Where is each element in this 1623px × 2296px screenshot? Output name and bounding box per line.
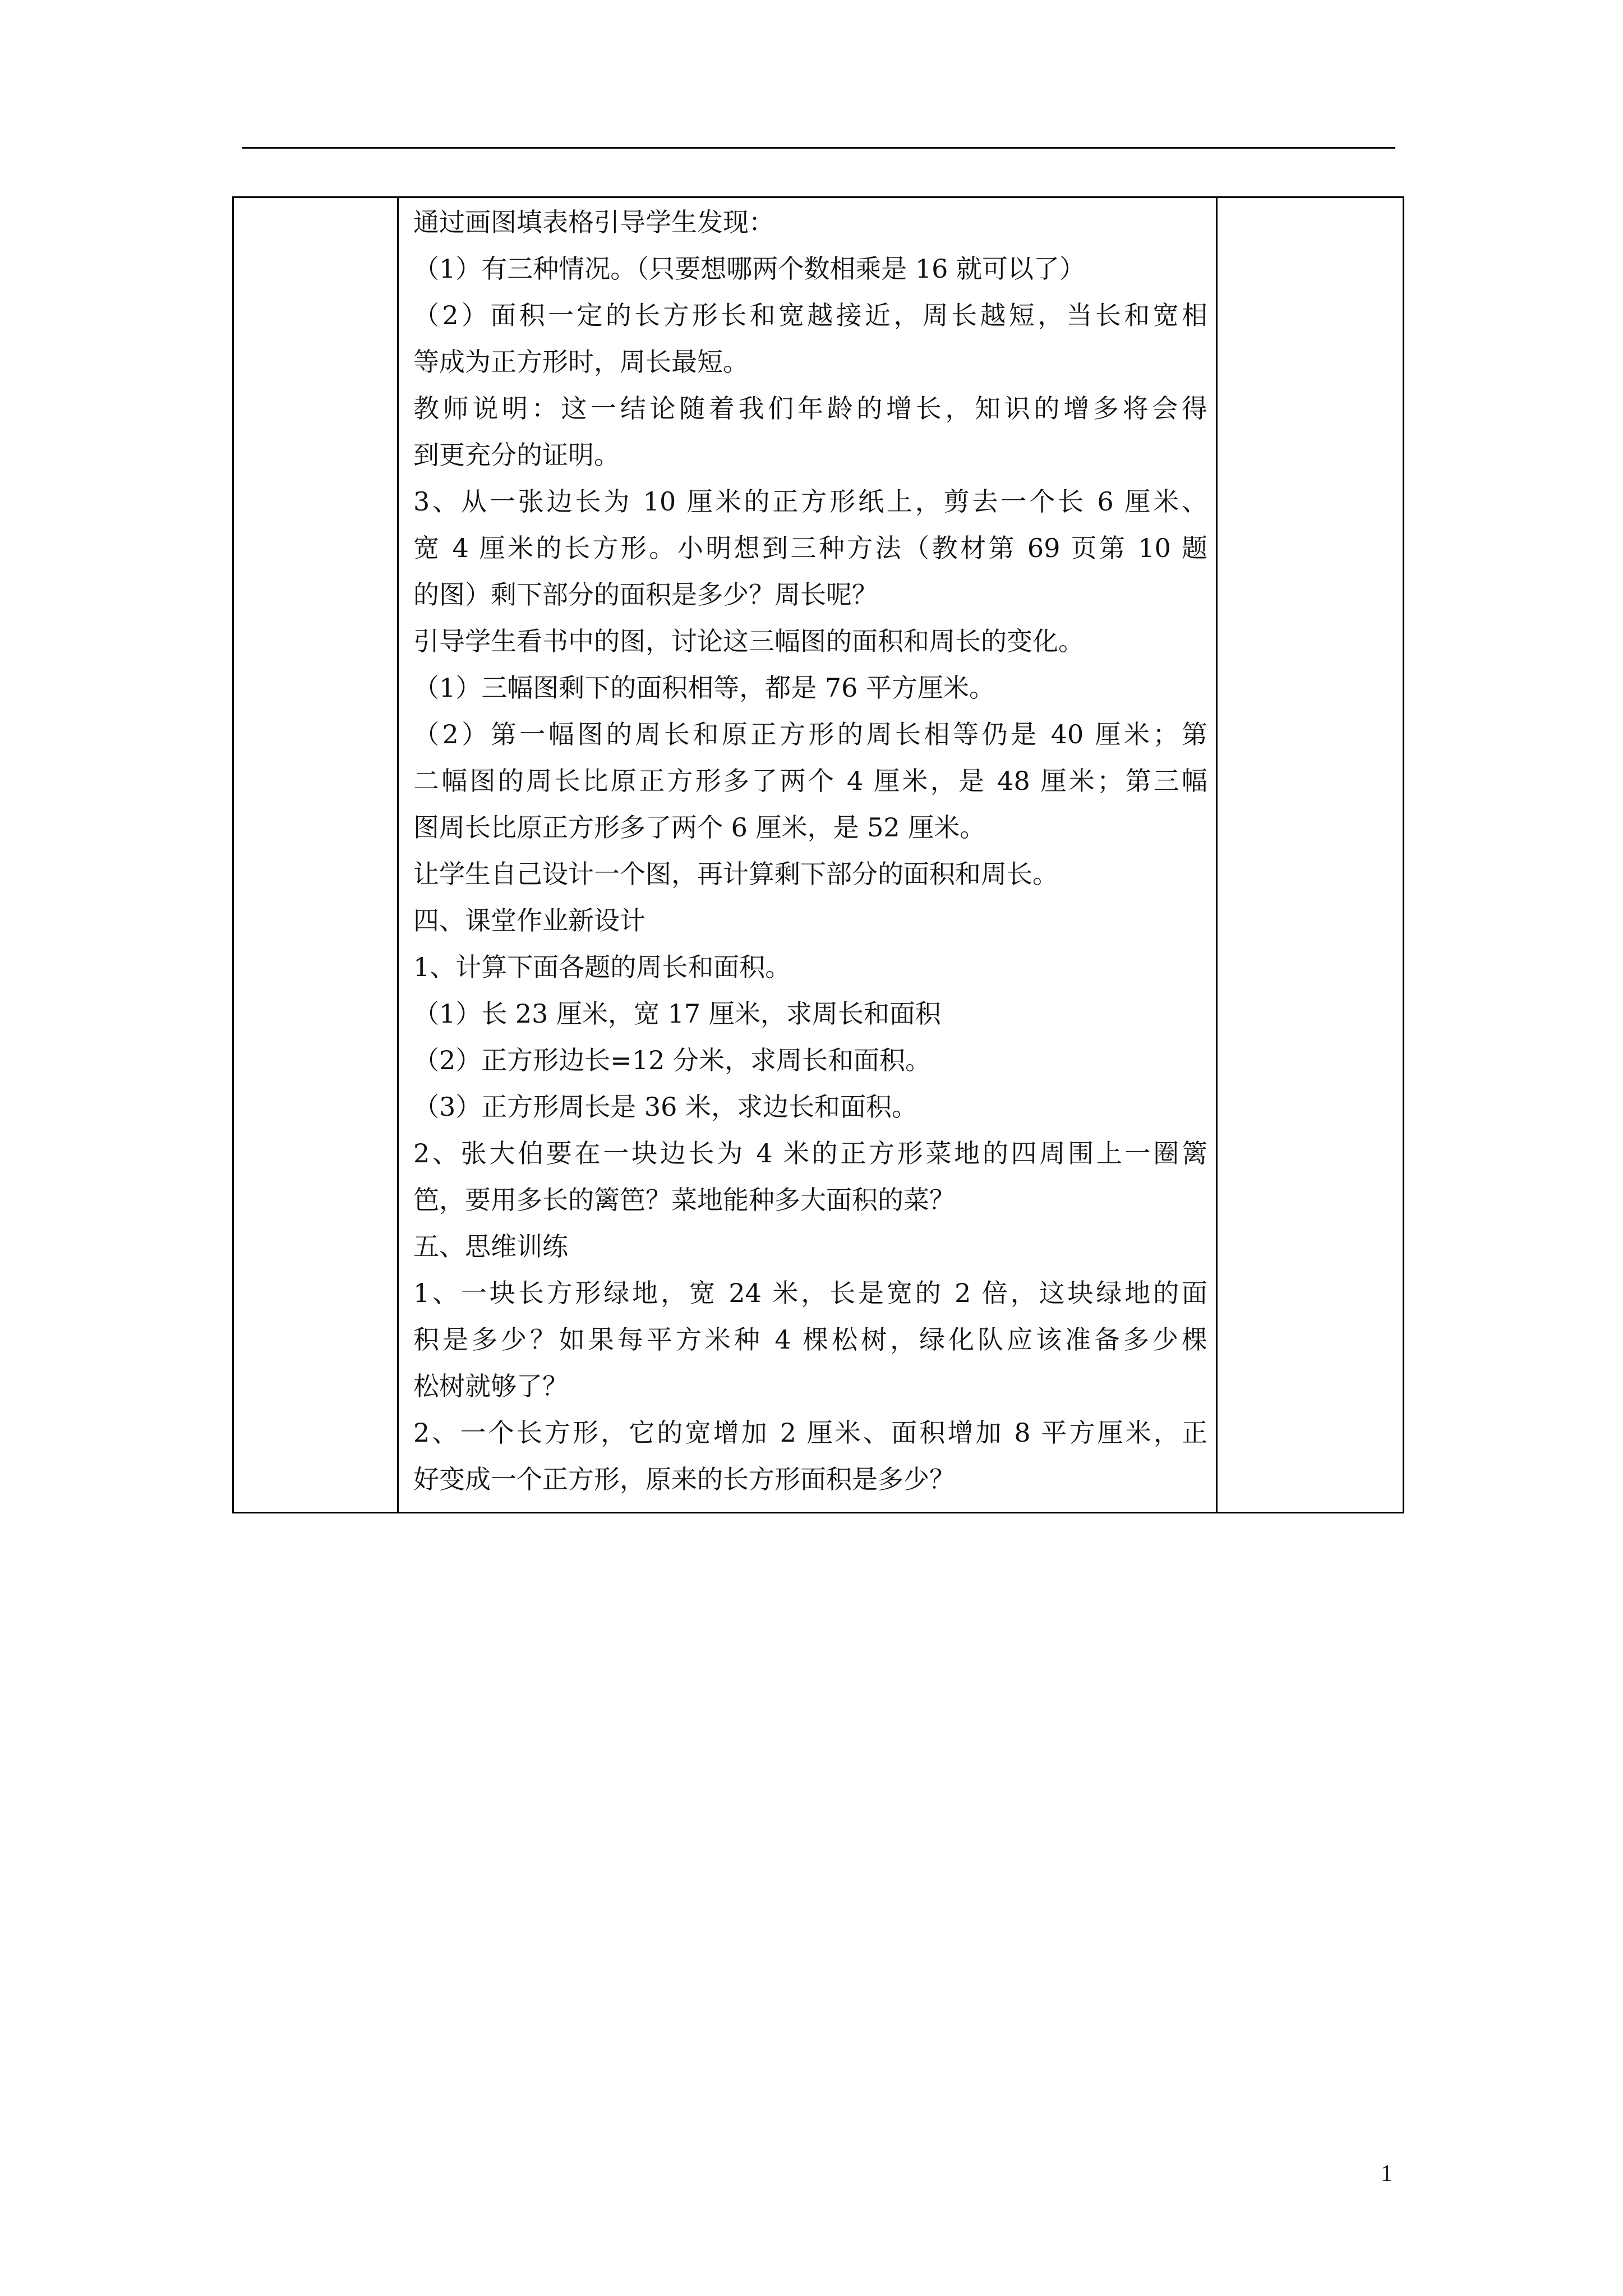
text-line: 1、一块长方形绿地，宽 24 米，长是宽的 2 倍，这块绿地的面 [413,1278,1207,1308]
text-line: （2）正方形边长=12 分米，求周长和面积。 [413,1045,931,1075]
text-line: 笆，要用多长的篱笆？菜地能种多大面积的菜？ [413,1185,955,1215]
text-line: 教师说明：这一结论随着我们年龄的增长，知识的增多将会得 [413,393,1207,424]
text-line: 通过画图填表格引导学生发现： [413,207,774,237]
text-line: （2）第一幅图的周长和原正方形的周长相等仍是 40 厘米；第 [413,719,1207,749]
text-line: 到更充分的证明。 [413,440,620,470]
text-line: 3、从一张边长为 10 厘米的正方形纸上，剪去一个长 6 厘米、 [413,486,1207,517]
text-line: 2、一个长方形，它的宽增加 2 厘米、面积增加 8 平方厘米，正 [413,1418,1207,1448]
text-line: 好变成一个正方形，原来的长方形面积是多少？ [413,1464,955,1494]
text-line: 图周长比原正方形多了两个 6 厘米，是 52 厘米。 [413,812,986,843]
text-line: 宽 4 厘米的长方形。小明想到三种方法（教材第 69 页第 10 题 [413,533,1207,563]
column-divider-right [1216,198,1218,1512]
text-line: 的图）剩下部分的面积是多少？周长呢？ [413,579,878,610]
text-line: 积是多少？如果每平方米种 4 棵松树，绿化队应该准备多少棵 [413,1324,1207,1355]
column-divider-left [397,198,399,1512]
text-line: （2）面积一定的长方形长和宽越接近，周长越短，当长和宽相 [413,300,1207,330]
section-heading: 四、课堂作业新设计 [413,905,645,936]
text-line: 等成为正方形时，周长最短。 [413,347,749,377]
text-line: 1、计算下面各题的周长和面积。 [413,952,791,982]
text-line: 松树就够了？ [413,1371,568,1401]
header-rule [242,147,1395,149]
text-line: 引导学生看书中的图，讨论这三幅图的面积和周长的变化。 [413,626,1084,656]
text-line: （1）长 23 厘米，宽 17 厘米，求周长和面积 [413,999,941,1029]
lesson-plan-table [232,196,1404,1513]
page-number: 1 [1381,2161,1393,2187]
teaching-content-cell [413,199,1207,1503]
section-heading: 五、思维训练 [413,1231,568,1262]
text-line: （3）正方形周长是 36 米，求边长和面积。 [413,1092,918,1122]
text-line: 让学生自己设计一个图，再计算剩下部分的面积和周长。 [413,859,1058,889]
text-line: （1）三幅图剩下的面积相等，都是 76 平方厘米。 [413,673,995,703]
text-line: （1）有三种情况。（只要想哪两个数相乘是 16 就可以了） [413,254,1086,284]
text-line: 2、张大伯要在一块边长为 4 米的正方形菜地的四周围上一圈篱 [413,1138,1207,1168]
text-line: 二幅图的周长比原正方形多了两个 4 厘米，是 48 厘米；第三幅 [413,766,1207,796]
